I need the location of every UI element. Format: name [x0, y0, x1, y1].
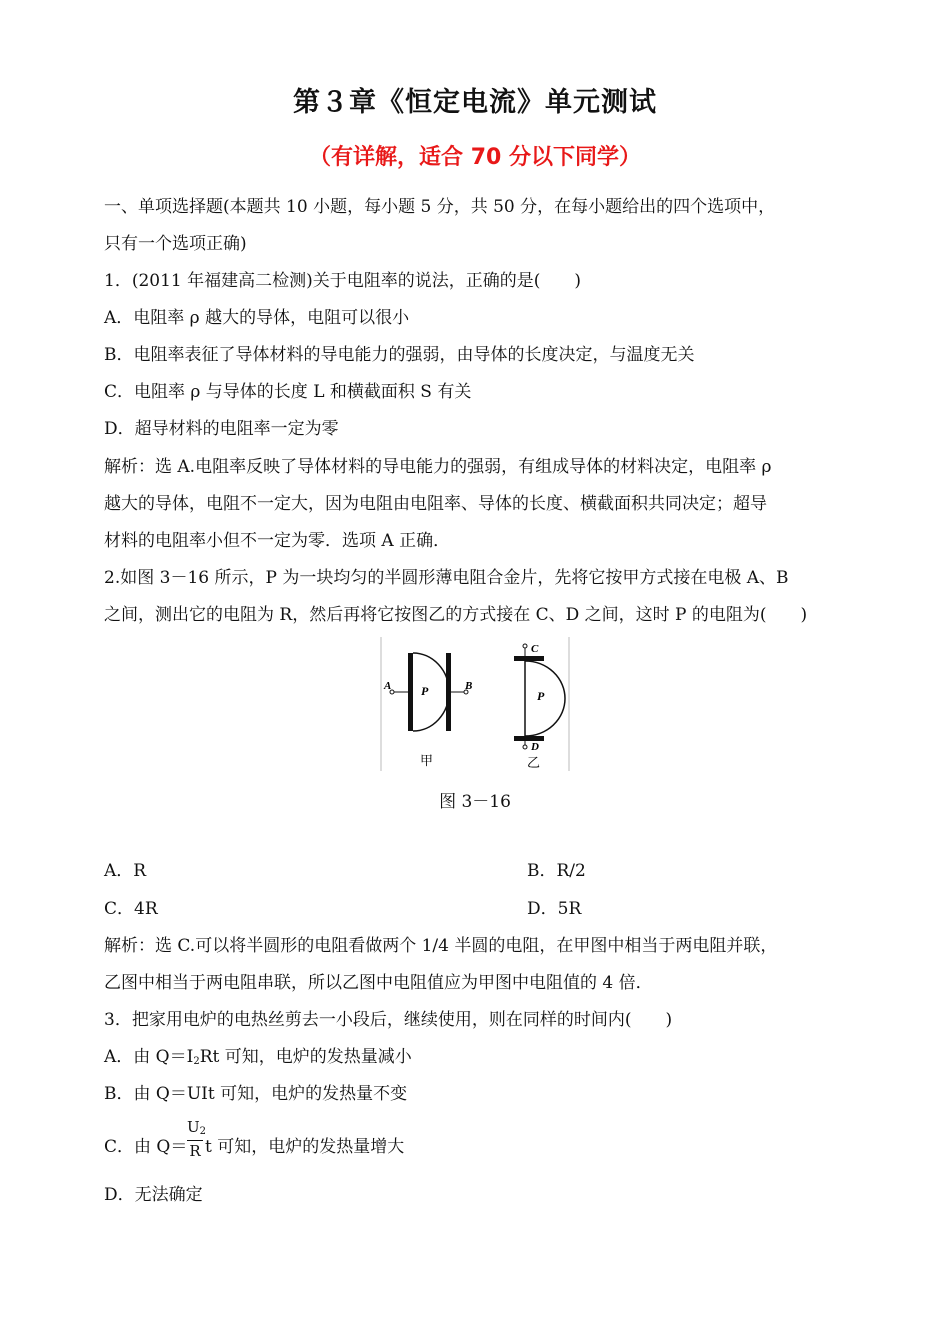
q3-option-b: B．由 Q＝UIt 可知，电炉的发热量不变: [104, 1084, 408, 1104]
electrode-c-plate: [514, 656, 544, 661]
label-a: A: [384, 680, 392, 692]
fraction-numerator: $U_2$: [187, 1118, 207, 1137]
q3-option-c: [104, 1118, 704, 1164]
q3-option-a-prefix: A．由 Q＝I: [104, 1047, 194, 1067]
q2-answer-line1: 解析：选 C.可以将半圆形的电阻看做两个 1/4 半圆的电阻，在甲图中相当于两电阻并联，: [104, 936, 778, 956]
q3-stem: 3．把家用电炉的电热丝剪去一小段后，继续使用，则在同样的时间内( ): [104, 1010, 673, 1030]
q2-stem-line2: 之间，测出它的电阻为 R，然后再将它按图乙的方式接在 C、D 之间，这时 P 的电阻为( ): [104, 605, 808, 625]
q3-option-c-suffix: t 可知，电炉的发热量增大: [205, 1137, 405, 1157]
label-d: D: [531, 741, 539, 753]
q3-option-a-subscript: 2: [193, 1056, 200, 1067]
q1-answer-line1: 解析：选 A.电阻率反映了导体材料的导电能力的强弱，有组成导体的材料决定，电阻率 ρ: [104, 457, 772, 477]
q1-option-b: B．电阻率表征了导体材料的导电能力的强弱，由导体的长度决定，与温度无关: [104, 345, 695, 365]
q2-answer-line2: 乙图中相当于两电阻串联，所以乙图中电阻值应为甲图中电阻值的 4 倍．: [104, 973, 653, 993]
q1-answer-line2: 越大的导体，电阻不一定大，因为电阻由电阻率、导体的长度、横截面积共同决定；超导: [104, 494, 767, 514]
label-b: B: [465, 680, 473, 692]
label-yi: 乙: [527, 756, 541, 771]
label-c: C: [531, 643, 539, 655]
q1-option-a: A．电阻率 ρ 越大的导体，电阻可以很小: [104, 308, 410, 328]
q1-option-c: C．电阻率 ρ 与导体的长度 L 和横截面积 S 有关: [104, 382, 472, 402]
electrode-a-plate: [408, 653, 413, 731]
label-p-jia: P: [421, 684, 429, 698]
q2-stem-line1: 2.如图 3－16 所示，P 为一块均匀的半圆形薄电阻合金片，先将它按甲方式接在电极 A、B: [104, 568, 789, 588]
q3-option-a-suffix: Rt 可知，电炉的发热量减小: [199, 1047, 412, 1067]
fraction-denominator: R: [189, 1142, 201, 1160]
page-subtitle: （有详解，适合 70 分以下同学）: [309, 145, 641, 170]
q2-option-a: A．R: [104, 861, 147, 881]
q3-option-d: D．无法确定: [104, 1185, 203, 1205]
q2-option-d: D．5R: [527, 899, 582, 919]
semicircle-p-yi: [525, 661, 565, 736]
q1-option-d: D．超导材料的电阻率一定为零: [104, 419, 339, 439]
electrode-b-plate: [446, 653, 451, 731]
label-jia: 甲: [420, 754, 434, 769]
figure-3-16: [380, 637, 570, 771]
label-p-yi: P: [537, 689, 545, 703]
q1-stem: 1．(2011 年福建高二检测)关于电阻率的说法，正确的是( ): [104, 271, 582, 291]
q2-option-b: B．R/2: [527, 861, 586, 881]
electrode-d-plate: [514, 736, 544, 741]
q1-answer-line3: 材料的电阻率小但不一定为零．选项 A 正确．: [104, 531, 451, 551]
figure-caption: 图 3－16: [439, 792, 511, 812]
section-instructions-line1: 一、单项选择题(本题共 10 小题，每小题 5 分，共 50 分，在每小题给出的四个选项中，: [104, 197, 776, 217]
semicircle-p-jia: [413, 653, 449, 731]
q3-option-c-prefix: C．由 Q＝: [104, 1137, 188, 1157]
fraction-bar: [187, 1140, 203, 1141]
q2-option-c: C．4R: [104, 899, 158, 919]
section-instructions-line2: 只有一个选项正确): [104, 234, 247, 254]
page-title: 第３章《恒定电流》单元测试: [293, 87, 657, 118]
q3-option-a: [104, 1046, 412, 1073]
